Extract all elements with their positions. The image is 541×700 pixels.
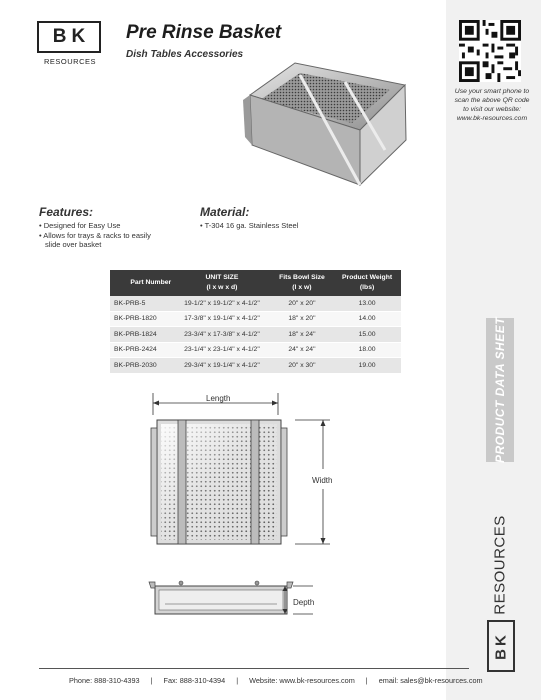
material-heading: Material: [200,205,250,219]
footer-separator: | [236,676,239,685]
features-list [39,221,151,250]
col-header-part: Part Number [110,270,173,296]
feature-item: • Designed for Easy Use [39,221,121,230]
top-view-diagram [145,385,345,555]
length-label: Length [206,394,231,403]
table-row: BK-PRB-2424 23-1/4" x 23-1/4" x 4-1/2" 24" x 24" 18.00 [110,342,401,358]
side-logo-mark [487,620,515,672]
product-photo [240,55,410,195]
footer-separator: | [365,676,368,685]
product-data-sheet-label [486,316,514,464]
page-subtitle: Dish Tables Accessories [126,49,244,60]
qr-code[interactable] [459,20,521,82]
qr-instructions: Use your smart phone to scan the above QR code to visit our website: www.bk-resources.com [454,88,530,122]
side-resources-text: RESOURCES [491,515,509,615]
table-row: BK-PRB-2030 29-3/4" x 19-1/4" x 4-1/2" 20" x 30" 19.00 [110,358,401,374]
col-header-unit-size: UNIT SIZE (l x w x d) [173,270,271,296]
footer-separator: | [150,676,153,685]
col-header-weight: Product Weight (lbs) [333,270,401,296]
feature-item: • Allows for trays & racks to easily [39,230,151,240]
footer-email[interactable]: email: sales@bk-resources.com [378,676,483,685]
table-row: BK-PRB-5 19-1/2" x 19-1/2" x 4-1/2" 20" x 20" 13.00 [110,296,401,311]
spec-table [110,270,401,374]
table-row: BK-PRB-1820 17-3/8" x 19-1/4" x 4-1/2" 18" x 20" 14.00 [110,311,401,327]
width-label: Width [312,476,333,485]
product-data-sheet-text: PRODUCT DATA SHEET [493,316,507,464]
depth-label: Depth [293,598,315,607]
footer-website[interactable]: Website: www.bk-resources.com [249,676,355,685]
footer-divider [39,668,469,669]
col-header-bowl-size: Fits Bowl Size (l x w) [271,270,333,296]
logo-mark: BK [37,21,101,53]
logo-subtext: RESOURCES [43,57,96,66]
table-row: BK-PRB-1824 23-3/4" x 17-3/8" x 4-1/2" 18" x 24" 15.00 [110,327,401,343]
side-resources-label [486,515,514,615]
material-item: • T-304 16 ga. Stainless Steel [200,221,299,230]
material-list [200,221,298,230]
feature-item: slide over basket [45,240,102,249]
table-header-row [110,270,401,296]
footer [39,676,483,685]
footer-phone: Phone: 888-310-4393 [69,676,140,685]
footer-fax: Fax: 888-310-4394 [163,676,226,685]
side-logo-text: BK [492,632,510,660]
brand-logo [37,21,103,65]
features-heading: Features: [39,205,94,219]
page-title: Pre Rinse Basket [126,22,282,43]
